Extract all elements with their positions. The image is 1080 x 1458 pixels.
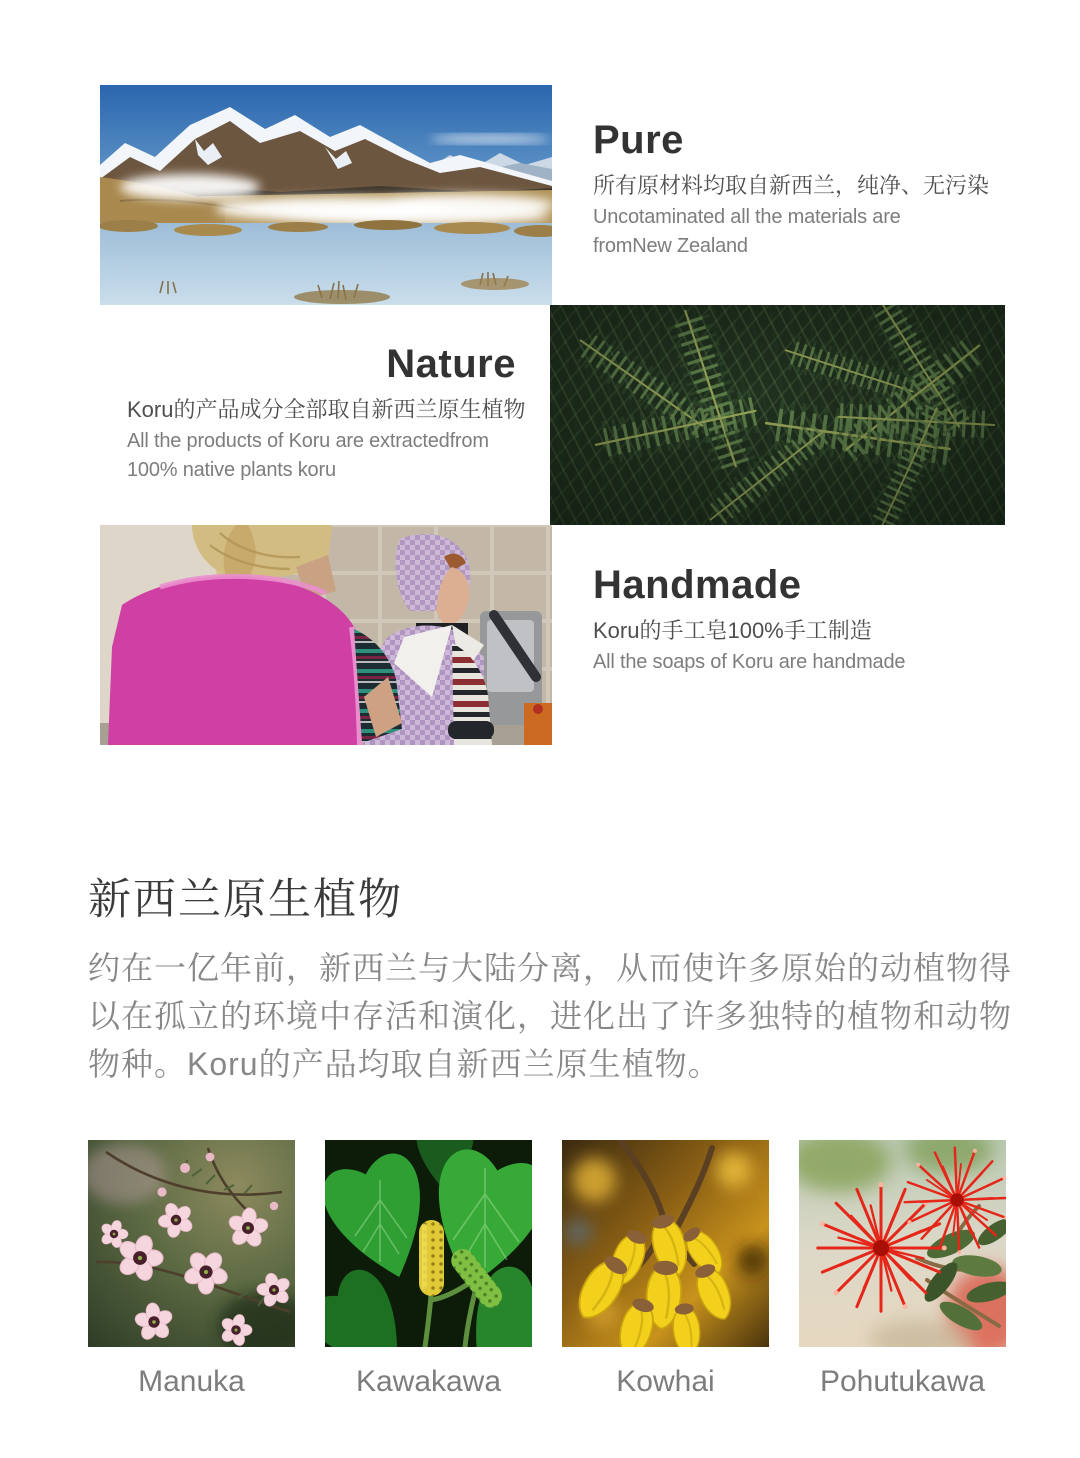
soap-making-photo <box>100 525 552 745</box>
feature-en-handmade <box>593 648 905 677</box>
feature-en-nature-line2: 100% native plants koru <box>127 459 336 481</box>
pohutukawa-photo <box>799 1140 1006 1347</box>
lake-mountains-illustration <box>100 85 552 305</box>
feature-en-pure <box>593 203 989 261</box>
plant-label-manuka: Manuka <box>138 1365 245 1398</box>
feature-zh-pure: 所有原材料均取自新西兰，纯净、无污染 <box>593 173 990 198</box>
feature-en-pure-line1: Uncotaminated all the materials are <box>593 206 901 228</box>
native-plants-paragraph: 约在一亿年前，新西兰与大陆分离，从而使许多原始的动植物得以在孤立的环境中存活和演化，进化出了许多独特的植物和动物物种。Koru的产品均取自新西兰原生植物。 <box>88 950 1013 1082</box>
feature-zh-nature: Koru的产品成分全部取自新西兰原生植物 <box>127 397 526 422</box>
kawakawa-illustration <box>325 1140 532 1347</box>
soap-making-illustration <box>100 525 552 745</box>
feature-heading-pure: Pure <box>593 118 684 162</box>
fern-photo <box>550 305 1005 525</box>
feature-zh-handmade: Koru的手工皂100%手工制造 <box>593 618 872 643</box>
feature-heading-handmade: Handmade <box>593 563 802 607</box>
plant-card-manuka <box>88 1140 295 1400</box>
native-plants-gallery <box>88 1140 1006 1400</box>
feature-handmade <box>593 563 905 677</box>
pohutukawa-illustration <box>799 1140 1006 1347</box>
manuka-illustration <box>88 1140 295 1347</box>
feature-en-nature-line1: All the products of Koru are extractedfrom <box>127 430 489 452</box>
plant-label-kowhai: Kowhai <box>616 1365 715 1398</box>
feature-pure <box>593 118 989 261</box>
plant-card-pohutukawa <box>799 1140 1006 1400</box>
feature-nature <box>127 342 526 485</box>
feature-heading-nature: Nature <box>386 342 516 386</box>
plant-label-kawakawa: Kawakawa <box>355 1365 502 1398</box>
manuka-photo <box>88 1140 295 1347</box>
lake-mountains-photo <box>100 85 552 305</box>
kawakawa-photo <box>325 1140 532 1347</box>
plant-card-kowhai <box>562 1140 769 1400</box>
plant-label-pohutukawa: Pohutukawa <box>819 1365 986 1398</box>
feature-en-handmade-line1: All the soaps of Koru are handmade <box>593 651 906 673</box>
fern-illustration <box>550 305 1005 525</box>
plant-card-kawakawa <box>325 1140 532 1400</box>
feature-en-pure-line2: fromNew Zealand <box>593 235 748 257</box>
kowhai-illustration <box>562 1140 769 1347</box>
native-plants-heading: 新西兰原生植物 <box>88 876 403 924</box>
feature-en-nature <box>127 427 516 485</box>
kowhai-photo <box>562 1140 769 1347</box>
